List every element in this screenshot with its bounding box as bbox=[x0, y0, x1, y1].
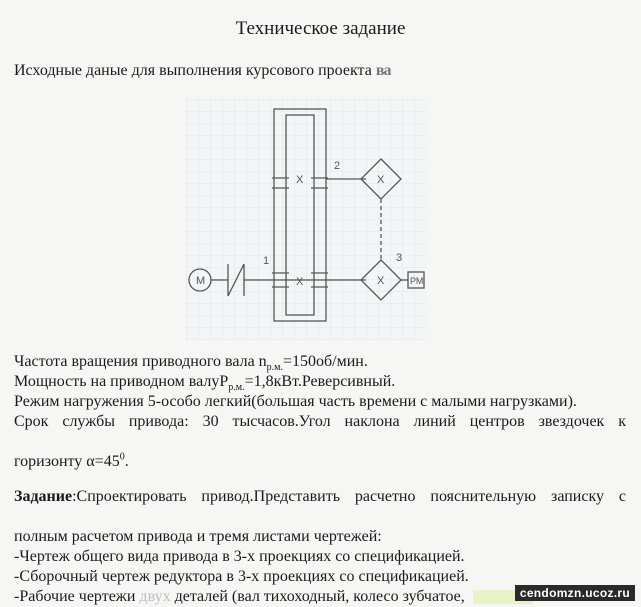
position-label-3: 3 bbox=[396, 252, 403, 264]
task-item-1: -Чертеж общего вида привода в 3-х проекциях со спецификацией. bbox=[14, 548, 465, 565]
kinematic-diagram-svg bbox=[186, 99, 426, 340]
task-item-2: -Сборочный чертеж редуктора в 3-х проекциях со спецификацией. bbox=[14, 568, 469, 585]
param-angle: горизонту $\alpha=45^0$. bbox=[14, 451, 129, 470]
gear-label-upper: X bbox=[296, 174, 304, 186]
sprocket-label-lower: X bbox=[377, 275, 385, 287]
param-rotation-speed: Частота вращения приводного вала $n_{р.м.}=150об$/мин. bbox=[14, 353, 368, 374]
task-label: Задание bbox=[14, 488, 73, 505]
intro-text: Исходные даные для выполнения курсового проекта bbox=[14, 62, 372, 79]
position-label-2: 2 bbox=[334, 160, 341, 172]
intro-line bbox=[14, 62, 390, 80]
sprocket-label-upper: X bbox=[377, 174, 385, 186]
grid-background bbox=[186, 99, 426, 340]
param-power: Мощность на приводном валуР$_{р.м.}$=1,8кВт.Реверсивный. bbox=[14, 373, 396, 394]
document-title: Техническое задание bbox=[235, 18, 406, 39]
task-item-3: -Рабочие чертежи двух деталей (вал тихоходный, колесо зубчатое, bbox=[14, 587, 626, 607]
task-line-1: Задание:Спроектировать привод.Представить расчетно пояснительную записку с bbox=[14, 488, 626, 505]
gear-label-lower: X bbox=[296, 276, 304, 288]
position-label-1: 1 bbox=[263, 255, 270, 267]
param-service-life: Срок службы привода: 30 тысчасов.Угол наклона линий центров звездочек к bbox=[14, 413, 626, 430]
working-machine-label: РМ bbox=[410, 276, 424, 286]
param-load-mode: Режим нагружения 5-особо легкий(большая часть времени с малыми нагрузками). bbox=[14, 393, 577, 410]
task-line-2: полным расчетом привода и тремя листами чертежей: bbox=[14, 528, 382, 545]
kinematic-diagram bbox=[186, 99, 426, 340]
intro-obscured-variant: ва bbox=[375, 62, 391, 79]
task-item-3-obscured: двух bbox=[139, 588, 171, 605]
motor-label: M bbox=[196, 275, 206, 287]
parameters-block bbox=[14, 352, 626, 607]
site-watermark: cendomzn.ucoz.ru bbox=[515, 585, 635, 601]
